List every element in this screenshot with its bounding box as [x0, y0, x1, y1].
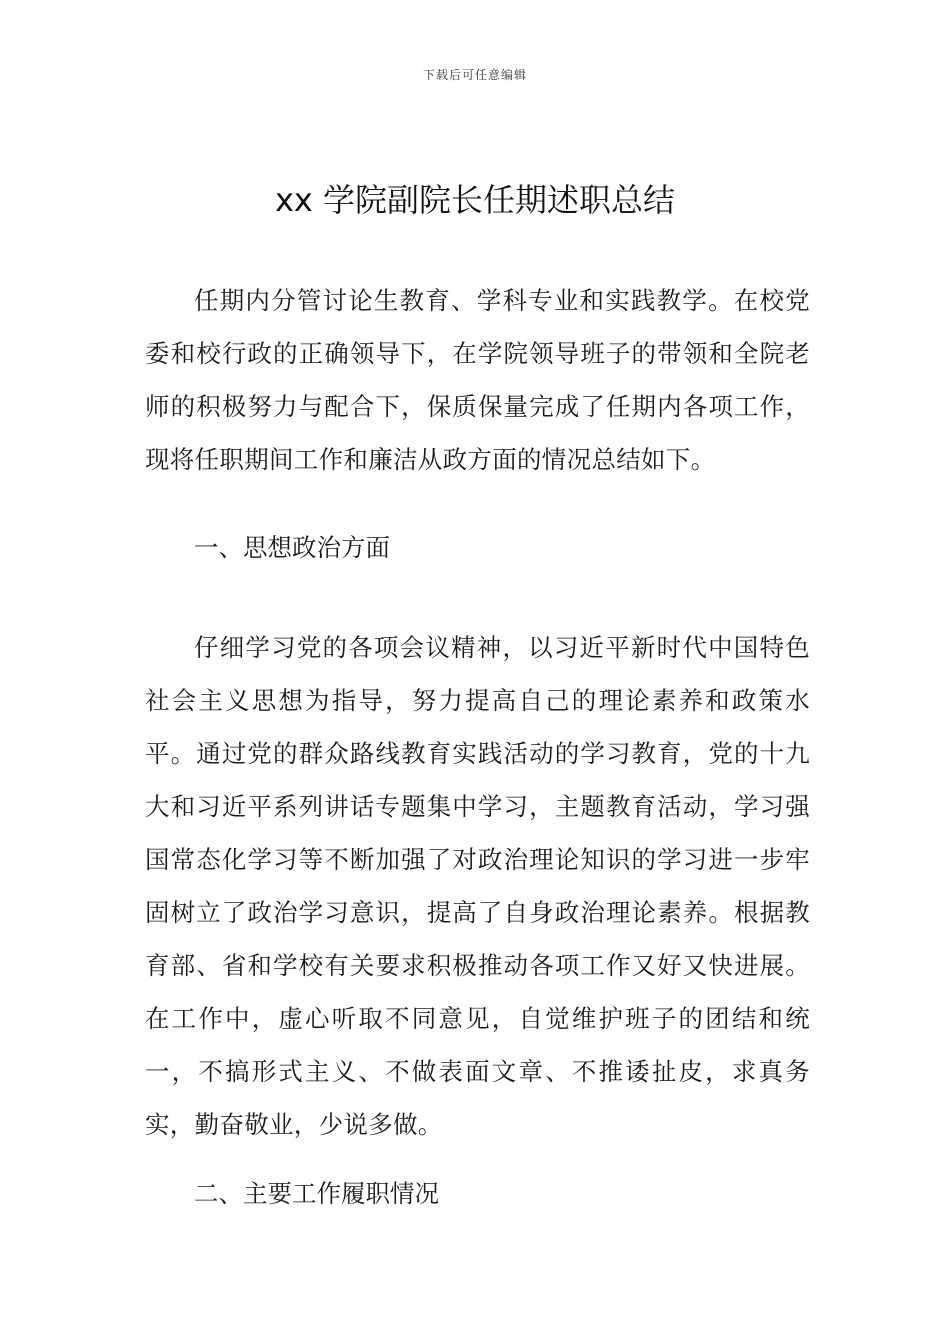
section-1-paragraph: 仔细学习党的各项会议精神，以习近平新时代中国特色社会主义思想为指导，努力提高自己的理论素养和政策水平。通过党的群众路线教育实践活动的学习教育，党的十九大和习近平系列讲话专题集中学习，主题教育活动，学习强国常态化学习等不断加强了对政治理论知识的学习进一步牢固树立了政治学习意识，提高了自身政治理论素养。根据教育部、省和学校有关要求积极推动各项工作又好又快进展。在工作中，虚心听取不同意见，自觉维护班子的团结和统一，不搞形式主义、不做表面文章、不推诿扯皮，求真务实，勤奋敬业，少说多做。	[145, 633, 810, 1139]
section-1-heading: 一、思想政治方面	[194, 533, 390, 562]
section-2-heading: 二、主要工作履职情况	[194, 1179, 439, 1208]
intro-paragraph: 任期内分管讨论生教育、学科专业和实践教学。在校党委和校行政的正确领导下，在学院领导班子的带领和全院老师的积极努力与配合下，保质保量完成了任期内各项工作，现将任职期间工作和廉洁从政方面的情况总结如下。	[145, 286, 810, 474]
document-title: xx 学院副院长任期述职总结	[274, 181, 676, 219]
header-note: 下载后可任意编辑	[422, 68, 527, 82]
